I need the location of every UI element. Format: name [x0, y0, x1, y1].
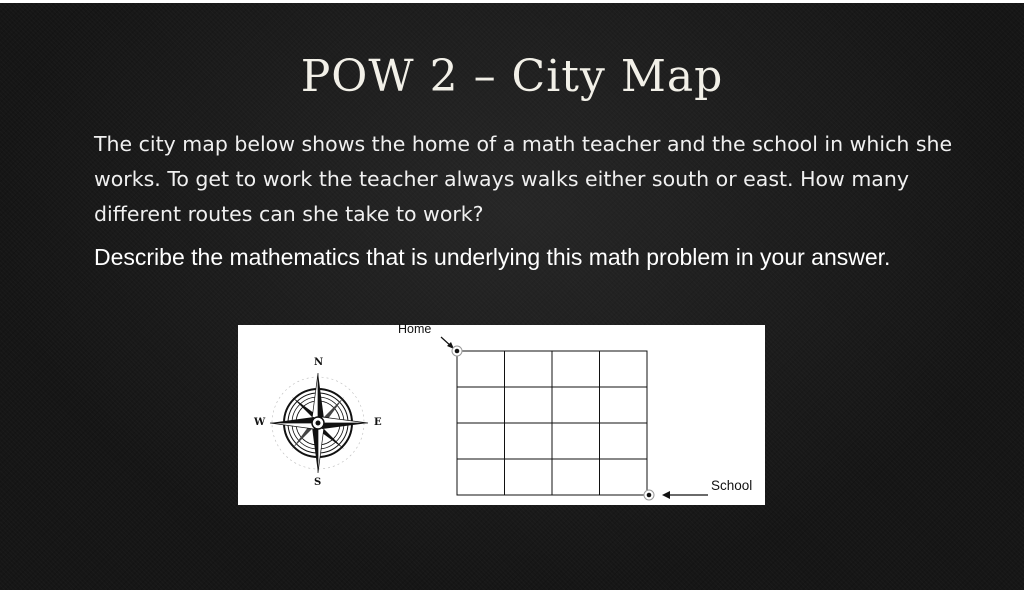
problem-prompt: Describe the mathematics that is underlying this math problem in your answer.	[94, 244, 891, 270]
compass-south-label: S	[314, 477, 322, 488]
home-marker-icon	[441, 337, 462, 356]
problem-paragraph: The city map below shows the home of a math teacher and the school in which she works. To get to work the teacher always walks either south or east. How many different routes can she take to work?	[94, 132, 953, 226]
compass-north-label: N	[314, 357, 324, 368]
compass-west-label: W	[254, 417, 266, 428]
school-label: School	[711, 478, 753, 493]
city-map-figure	[238, 322, 765, 505]
slide-title: POW 2 – City Map	[300, 51, 724, 102]
street-grid	[457, 351, 647, 495]
compass-rose-icon	[270, 373, 368, 473]
home-label: Home	[398, 322, 432, 336]
compass-east-label: E	[374, 417, 382, 428]
school-marker-icon	[644, 490, 708, 500]
